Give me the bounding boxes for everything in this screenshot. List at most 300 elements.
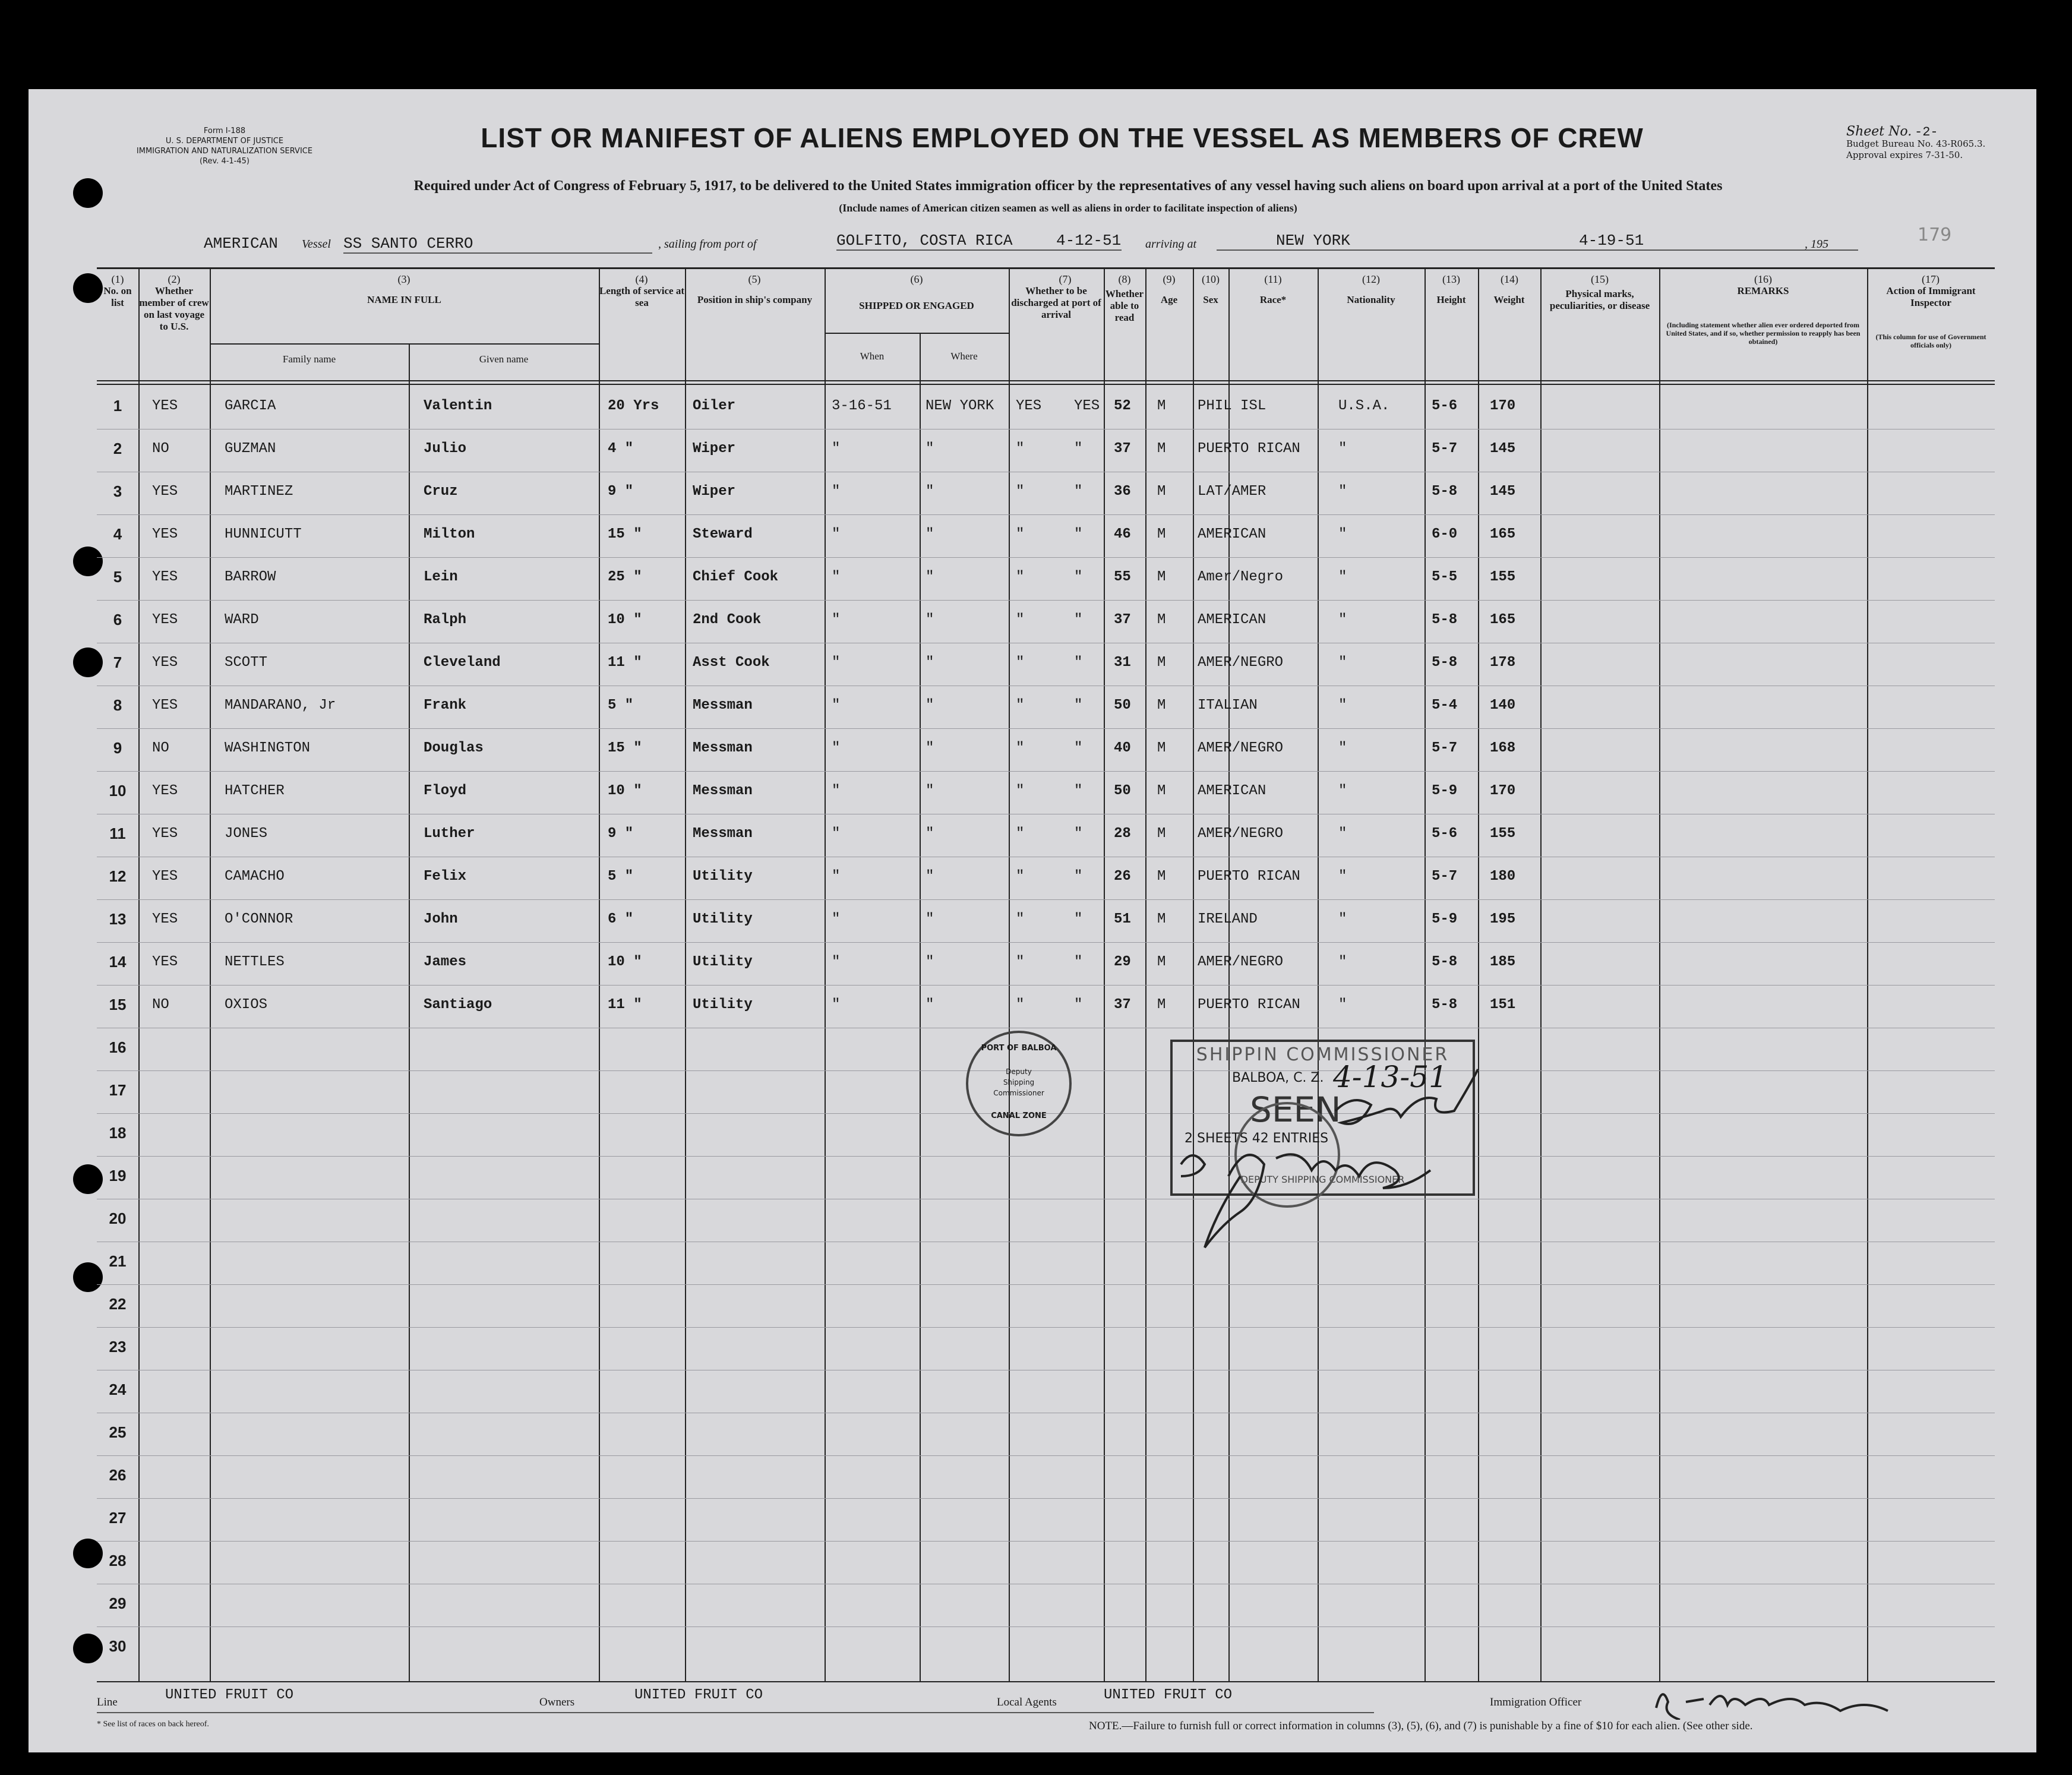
cell-service: 11 ": [608, 655, 642, 671]
column-header-13: Height: [1436, 294, 1466, 305]
column-divider: [1478, 267, 1479, 1681]
cell-sex: M: [1157, 911, 1166, 927]
column-divider: [138, 267, 140, 1681]
sheet-number-block: [1846, 126, 2024, 161]
column-number: (15): [1591, 273, 1609, 285]
cell-position: Messman: [693, 826, 753, 842]
cell-where: ": [926, 783, 934, 799]
column-number: (8): [1118, 273, 1131, 285]
column-divider: [825, 267, 826, 1681]
cell-when: ": [832, 526, 841, 542]
cell-position: Utility: [693, 997, 753, 1013]
cell-when: 3-16-51: [832, 398, 892, 414]
cell-last: YES: [152, 484, 178, 500]
row-number: 10: [109, 782, 127, 800]
cell-when: ": [832, 997, 841, 1013]
cell-discharged: ": [1016, 697, 1025, 713]
column-number: (17): [1922, 273, 1940, 285]
column-number: (14): [1501, 273, 1518, 285]
column-header-6: SHIPPED OR ENGAGED: [859, 300, 974, 311]
cell-race: AMER/NEGRO: [1198, 740, 1284, 756]
cell-last: YES: [152, 911, 178, 927]
cell-position: Asst Cook: [693, 655, 770, 671]
row-number: 23: [109, 1338, 127, 1356]
column-number: (10): [1202, 273, 1220, 285]
cell-race: PUERTO RICAN: [1198, 997, 1300, 1013]
column-header-1: No. on list: [103, 285, 132, 308]
budget-number: Budget Bureau No. 43-R065.3.: [1846, 138, 1986, 149]
cell-given: Julio: [424, 441, 467, 457]
cell-height: 5-8: [1432, 997, 1458, 1013]
column-number: (5): [748, 273, 761, 285]
row-number: 29: [109, 1594, 127, 1612]
cell-weight: 170: [1490, 398, 1516, 414]
column-header-5: Position in ship's company: [697, 294, 813, 305]
cell-when: ": [832, 826, 841, 842]
cell-weight: 155: [1490, 826, 1516, 842]
column-number: (1): [111, 273, 124, 285]
cell-given: Douglas: [424, 740, 484, 756]
cell-given: John: [424, 911, 458, 927]
row-number: 1: [113, 397, 122, 415]
cell-sex: M: [1157, 441, 1166, 457]
cell-last: YES: [152, 655, 178, 671]
cell-race: AMERICAN: [1198, 783, 1266, 799]
remarks-note: (Including statement whether alien ever ordered deported from United States, and if so, whether permission to reapply has been obtained): [1666, 321, 1861, 346]
cell-sex: M: [1157, 526, 1166, 542]
cell-given: Frank: [424, 697, 467, 713]
cell-given: Valentin: [424, 398, 492, 414]
vessel-label: Vessel: [302, 238, 331, 251]
column-divider: [1867, 267, 1868, 1681]
cell-nat: ": [1338, 826, 1347, 842]
cell-family: OXIOS: [225, 997, 268, 1013]
row-number: 24: [109, 1381, 127, 1398]
row-number: 8: [113, 696, 122, 714]
date-from: 4-12-51: [1056, 232, 1122, 249]
cell-read: ": [1074, 868, 1083, 885]
cell-given: Floyd: [424, 783, 467, 799]
cell-where: ": [926, 484, 934, 500]
department: U. S. DEPARTMENT OF JUSTICE: [165, 137, 284, 146]
row-rule: [97, 728, 1995, 729]
column-header-17: Action of Immigrant Inspector: [1886, 285, 1976, 308]
cell-read: ": [1074, 569, 1083, 585]
cell-service: 10 ": [608, 954, 642, 970]
cell-family: JONES: [225, 826, 268, 842]
row-rule: [97, 1284, 1995, 1285]
sheet-label: Sheet No.: [1846, 124, 1912, 139]
cell-where: ": [926, 441, 934, 457]
manifest-sheet: [29, 89, 2036, 1752]
row-number: 27: [109, 1509, 127, 1527]
line-value: UNITED FRUIT CO: [165, 1687, 294, 1703]
cell-where: ": [926, 997, 934, 1013]
column-divider: [1424, 267, 1426, 1681]
cell-read: ": [1074, 612, 1083, 628]
cell-position: Utility: [693, 868, 753, 885]
penalty-note: NOTE.—Failure to furnish full or correct information in columns (3), (5), (6), and (7) is punishable by a fine of $10 for each alien. (See other side.: [1089, 1720, 1753, 1732]
cell-when: ": [832, 783, 841, 799]
punch-hole: [73, 1539, 103, 1568]
sheets-entries: 2 SHEETS 42 ENTRIES: [1185, 1131, 1329, 1146]
row-number: 15: [109, 996, 127, 1013]
cell-age: 50: [1114, 697, 1131, 713]
inspector-note: (This column for use of Government officials only): [1875, 333, 1986, 349]
column-divider: [1145, 267, 1146, 1681]
cell-read: ": [1074, 484, 1083, 500]
row-number: 14: [109, 953, 127, 971]
cell-family: BARROW: [225, 569, 276, 585]
cell-weight: 145: [1490, 484, 1516, 500]
cell-race: PHIL ISL: [1198, 398, 1266, 414]
cell-sex: M: [1157, 398, 1166, 414]
name-subheader-rule: [210, 343, 599, 345]
row-number: 28: [109, 1552, 127, 1569]
cell-service: 15 ": [608, 740, 642, 756]
cell-age: 52: [1114, 398, 1131, 414]
cell-weight: 140: [1490, 697, 1516, 713]
cell-position: Utility: [693, 954, 753, 970]
given-name-header: Given name: [479, 353, 529, 365]
cell-service: 20 Yrs: [608, 398, 659, 414]
row-rule: [97, 1626, 1995, 1627]
row-number: 11: [109, 825, 126, 842]
cell-service: 9 ": [608, 826, 634, 842]
row-rule: [97, 942, 1995, 943]
cell-family: HATCHER: [225, 783, 285, 799]
punch-hole: [73, 648, 103, 677]
cell-age: 36: [1114, 484, 1131, 500]
act-note: (Include names of American citizen seamen as well as aliens in order to facilitate inspection of aliens): [839, 202, 1297, 214]
cell-race: PUERTO RICAN: [1198, 441, 1300, 457]
column-header-10: Sex: [1203, 294, 1218, 305]
row-number: 17: [109, 1081, 127, 1099]
agents-value: UNITED FRUIT CO: [1104, 1687, 1233, 1703]
cell-where: ": [926, 868, 934, 885]
cell-position: Utility: [693, 911, 753, 927]
cell-height: 5-8: [1432, 612, 1458, 628]
cell-when: ": [832, 740, 841, 756]
row-number: 4: [113, 525, 122, 543]
cell-last: YES: [152, 868, 178, 885]
cell-where: NEW YORK: [926, 398, 994, 414]
cell-read: ": [1074, 526, 1083, 542]
cell-discharged: ": [1016, 484, 1025, 500]
cell-when: ": [832, 612, 841, 628]
cell-service: 4 ": [608, 441, 634, 457]
form-number: Form I-188: [203, 127, 246, 135]
cell-when: ": [832, 655, 841, 671]
row-number: 19: [109, 1167, 127, 1185]
column-header-7: Whether to be discharged at port of arrival: [1011, 285, 1101, 320]
cell-when: ": [832, 911, 841, 927]
cell-height: 5-8: [1432, 954, 1458, 970]
cell-read: ": [1074, 783, 1083, 799]
cell-service: 9 ": [608, 484, 634, 500]
when-header: When: [860, 350, 885, 362]
cell-family: HUNNICUTT: [225, 526, 302, 542]
cell-given: Luther: [424, 826, 475, 842]
act-statement: Required under Act of Congress of February 5, 1917, to be delivered to the United States immigration officer by the representatives of any vessel having such aliens on board upon arrival at a port of the United States: [413, 178, 1723, 194]
header-rule: [97, 384, 1995, 385]
cell-race: LAT/AMER: [1198, 484, 1266, 500]
cell-sex: M: [1157, 569, 1166, 585]
cell-age: 31: [1114, 655, 1131, 671]
cell-read: ": [1074, 441, 1083, 457]
row-rule: [97, 514, 1995, 515]
cell-discharged: ": [1016, 783, 1025, 799]
commissioner-date: 4-13-51: [1333, 1060, 1448, 1094]
cell-where: ": [926, 526, 934, 542]
cell-last: YES: [152, 954, 178, 970]
cell-height: 5-4: [1432, 697, 1458, 713]
cell-discharged: ": [1016, 911, 1025, 927]
row-number: 12: [109, 867, 127, 885]
commissioner-place: BALBOA, C. Z.: [1232, 1070, 1324, 1085]
cell-when: ": [832, 868, 841, 885]
cell-nat: ": [1338, 697, 1347, 713]
row-number: 16: [109, 1038, 127, 1056]
column-divider: [599, 267, 600, 1681]
cell-read: ": [1074, 697, 1083, 713]
cell-last: YES: [152, 826, 178, 842]
punch-hole: [73, 178, 103, 208]
cell-nat: U.S.A.: [1338, 398, 1390, 414]
row-number: 6: [113, 611, 122, 628]
cell-when: ": [832, 697, 841, 713]
cell-family: O'CONNOR: [225, 911, 293, 927]
cell-position: Messman: [693, 740, 753, 756]
row-rule: [97, 1455, 1995, 1456]
row-number: 9: [113, 739, 122, 757]
cell-weight: 178: [1490, 655, 1516, 671]
row-number: 25: [109, 1423, 127, 1441]
cell-read: ": [1074, 655, 1083, 671]
cell-sex: M: [1157, 697, 1166, 713]
row-rule: [97, 1541, 1995, 1542]
cell-sex: M: [1157, 954, 1166, 970]
service: IMMIGRATION AND NATURALIZATION SERVICE: [136, 147, 313, 156]
cell-read: ": [1074, 997, 1083, 1013]
cell-discharged: ": [1016, 954, 1025, 970]
column-header-12: Nationality: [1347, 294, 1395, 305]
cell-height: 5-6: [1432, 826, 1458, 842]
cell-read: YES: [1074, 398, 1100, 414]
cell-discharged: ": [1016, 612, 1025, 628]
cell-nat: ": [1338, 911, 1347, 927]
row-rule: [97, 1156, 1995, 1157]
cell-where: ": [926, 612, 934, 628]
cell-race: AMER/NEGRO: [1198, 954, 1284, 970]
cell-service: 25 ": [608, 569, 642, 585]
cell-discharged: ": [1016, 526, 1025, 542]
column-header-4: Length of service at sea: [599, 285, 685, 308]
column-divider: [1318, 267, 1319, 1681]
cell-discharged: ": [1016, 826, 1025, 842]
cell-age: 29: [1114, 954, 1131, 970]
cell-height: 5-8: [1432, 484, 1458, 500]
shipped-column-divider: [920, 333, 921, 1681]
column-divider: [210, 267, 211, 1681]
cell-race: Amer/Negro: [1198, 569, 1284, 585]
column-header-2: Whether member of crew on last voyage to U.S.: [139, 285, 209, 332]
row-rule: [97, 985, 1995, 986]
port-to: NEW YORK: [1217, 232, 1858, 251]
row-number: 18: [109, 1124, 127, 1142]
cell-nat: ": [1338, 954, 1347, 970]
cell-position: 2nd Cook: [693, 612, 762, 628]
vessel-name: SS SANTO CERRO: [343, 235, 652, 254]
cell-age: 37: [1114, 612, 1131, 628]
cell-nat: ": [1338, 868, 1347, 885]
cell-family: GARCIA: [225, 398, 276, 414]
cell-last: YES: [152, 398, 178, 414]
cell-nat: ": [1338, 441, 1347, 457]
column-header-9: Age: [1160, 294, 1178, 305]
cell-discharged: ": [1016, 868, 1025, 885]
column-number: (3): [397, 273, 410, 285]
row-number: 13: [109, 910, 127, 928]
cell-race: AMERICAN: [1198, 526, 1266, 542]
column-number: (16): [1754, 273, 1772, 285]
footer-rule: [97, 1712, 1374, 1713]
commissioner-title: SHIPPIN COMMISSIONER: [1196, 1044, 1449, 1065]
deputy-line: DEPUTY SHIPPING COMMISSIONER: [1240, 1174, 1405, 1185]
cell-discharged: ": [1016, 569, 1025, 585]
cell-where: ": [926, 740, 934, 756]
row-rule: [97, 1498, 1995, 1499]
corner-number: 179: [1918, 225, 1952, 245]
cell-service: 10 ": [608, 612, 642, 628]
cell-service: 15 ": [608, 526, 642, 542]
cell-family: CAMACHO: [225, 868, 285, 885]
cell-last: NO: [152, 441, 169, 457]
owners-value: UNITED FRUIT CO: [634, 1687, 763, 1703]
punch-hole: [73, 1164, 103, 1194]
column-divider: [1540, 267, 1542, 1681]
cell-family: MANDARANO, Jr: [225, 697, 336, 713]
column-header-8: Whether able to read: [1105, 288, 1144, 323]
column-number: (12): [1362, 273, 1380, 285]
cell-when: ": [832, 441, 841, 457]
cell-family: MARTINEZ: [225, 484, 293, 500]
cell-discharged: YES: [1016, 398, 1042, 414]
row-number: 26: [109, 1466, 127, 1484]
cell-read: ": [1074, 911, 1083, 927]
cell-given: Cleveland: [424, 655, 501, 671]
year-label: , 195: [1805, 238, 1828, 251]
cell-family: SCOTT: [225, 655, 268, 671]
row-rule: [97, 1327, 1995, 1328]
row-number: 2: [113, 440, 122, 457]
cell-weight: 145: [1490, 441, 1516, 457]
cell-nat: ": [1338, 569, 1347, 585]
cell-where: ": [926, 697, 934, 713]
row-number: 3: [113, 482, 122, 500]
column-number: (7): [1059, 273, 1072, 285]
column-header-11: Race*: [1259, 294, 1287, 305]
cell-nat: ": [1338, 484, 1347, 500]
cell-given: Santiago: [424, 997, 492, 1013]
cell-given: Ralph: [424, 612, 467, 628]
sailing-label: , sailing from port of: [658, 238, 757, 251]
cell-sex: M: [1157, 655, 1166, 671]
cell-read: ": [1074, 740, 1083, 756]
form-id-block: [94, 126, 355, 166]
cell-nat: ": [1338, 612, 1347, 628]
cell-weight: 168: [1490, 740, 1516, 756]
column-header-15: Physical marks, peculiarities, or disease: [1549, 288, 1650, 311]
cell-last: YES: [152, 569, 178, 585]
column-divider: [1659, 267, 1660, 1681]
column-number: (13): [1442, 273, 1460, 285]
column-header-3: NAME IN FULL: [367, 294, 441, 305]
cell-last: YES: [152, 612, 178, 628]
cell-sex: M: [1157, 740, 1166, 756]
cell-position: Messman: [693, 697, 753, 713]
cell-height: 6-0: [1432, 526, 1458, 542]
cell-height: 5-9: [1432, 783, 1458, 799]
row-number: 5: [113, 568, 122, 586]
cell-position: Steward: [693, 526, 753, 542]
page-title: LIST OR MANIFEST OF ALIENS EMPLOYED ON THE VESSEL AS MEMBERS OF CREW: [481, 122, 1644, 153]
cell-discharged: ": [1016, 655, 1025, 671]
cell-position: Chief Cook: [693, 569, 779, 585]
column-header-14: Weight: [1493, 294, 1525, 305]
header-rule: [97, 380, 1995, 381]
cell-given: Milton: [424, 526, 475, 542]
cell-last: NO: [152, 997, 169, 1013]
port-from: GOLFITO, COSTA RICA: [836, 232, 1122, 251]
row-rule: [97, 771, 1995, 772]
cell-age: 55: [1114, 569, 1131, 585]
cell-discharged: ": [1016, 740, 1025, 756]
seen-stamp: SEEN: [1250, 1089, 1341, 1130]
cell-weight: 151: [1490, 997, 1516, 1013]
cell-discharged: ": [1016, 997, 1025, 1013]
cell-position: Wiper: [693, 441, 736, 457]
cell-position: Messman: [693, 783, 753, 799]
cell-when: ": [832, 569, 841, 585]
cell-age: 37: [1114, 997, 1131, 1013]
cell-weight: 165: [1490, 526, 1516, 542]
cell-nat: ": [1338, 783, 1347, 799]
row-number: 21: [109, 1252, 127, 1270]
cell-race: AMERICAN: [1198, 612, 1266, 628]
cell-sex: M: [1157, 783, 1166, 799]
officer-label: Immigration Officer: [1490, 1696, 1582, 1708]
cell-nat: ": [1338, 655, 1347, 671]
cell-nat: ": [1338, 526, 1347, 542]
cell-height: 5-5: [1432, 569, 1458, 585]
row-number: 30: [109, 1637, 127, 1655]
cell-given: Lein: [424, 569, 458, 585]
cell-when: ": [832, 484, 841, 500]
cell-nat: ": [1338, 997, 1347, 1013]
row-number: 7: [113, 653, 122, 671]
cell-last: YES: [152, 526, 178, 542]
cell-position: Wiper: [693, 484, 736, 500]
cell-read: ": [1074, 954, 1083, 970]
punch-hole: [73, 547, 103, 576]
cell-race: PUERTO RICAN: [1198, 868, 1300, 885]
cell-race: AMER/NEGRO: [1198, 655, 1284, 671]
cell-given: Cruz: [424, 484, 458, 500]
row-rule: [97, 600, 1995, 601]
cell-where: ": [926, 569, 934, 585]
cell-weight: 165: [1490, 612, 1516, 628]
